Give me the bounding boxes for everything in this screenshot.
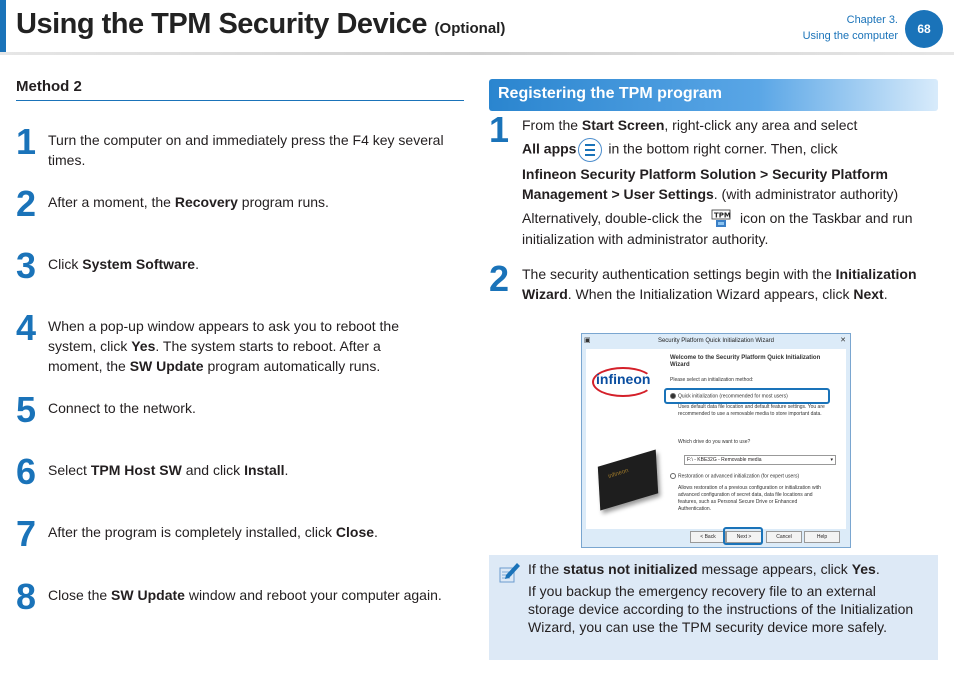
method-divider: [16, 100, 464, 101]
method-title: Method 2: [16, 78, 82, 95]
wizard-heading: Welcome to the Security Platform Quick Initialization Wizard: [670, 355, 821, 368]
right-step-2-text: The security authentication settings begin with the Initialization Wizard. When the Initialization Wizard appears, click Next.: [522, 266, 917, 302]
wizard-cancel-button[interactable]: Cancel: [766, 531, 802, 543]
all-apps-icon: [578, 138, 602, 162]
step-text: Connect to the network.: [48, 400, 196, 416]
step-number: 4: [16, 307, 37, 348]
wizard-drive-select[interactable]: F:\ - KBE32G - Removable media ▾: [684, 455, 836, 465]
section-header: [489, 79, 938, 111]
step-text: After a moment, the Recovery program runs.: [48, 194, 329, 210]
step-number: 6: [16, 451, 37, 492]
chapter-name: Using the computer: [802, 30, 898, 42]
step-number: 1: [16, 121, 37, 162]
quick-init-highlight: [664, 388, 830, 404]
wizard-next-button[interactable]: Next >: [726, 531, 762, 543]
tpm-chip-image: [598, 449, 658, 510]
section-title: Registering the TPM program: [498, 85, 723, 102]
wizard-option-advanced-desc: Allows restoration of a previous configuration or initialization with advanced configuration of secret data, data file locations and features, such as Personal Secure Drive or Enhanced Authentication.: [678, 485, 821, 512]
step-text: Click System Software.: [48, 256, 199, 272]
header-divider: [0, 52, 954, 55]
right-step-1-line-4: Alternatively, double-click the TPM icon on the Taskbar and run initialization with administrator authority.: [522, 210, 913, 248]
wizard-app-icon: ▣: [584, 337, 591, 344]
step-text: Turn the computer on and immediately press the F4 key several times.: [48, 132, 444, 168]
wizard-option-quick[interactable]: Quick initialization (recommended for most users): [670, 393, 830, 400]
chip-label: infineon: [607, 467, 630, 481]
wizard-option-quick-desc: Uses default data file location and default feature settings. You are recommended to use a removable media to store important data.: [678, 404, 825, 417]
step-number: 8: [16, 576, 37, 617]
step-number: 2: [16, 183, 37, 224]
next-button-highlight: [723, 527, 763, 545]
wizard-prompt: Please select an initialization method:: [670, 377, 754, 383]
step-number: 3: [16, 245, 37, 286]
step-number: 5: [16, 389, 37, 430]
right-step-2-number: 2: [489, 258, 510, 299]
note-line-2: If you backup the emergency recovery file to an external storage device according to the instructions of the Initialization Wizard, you can use the TPM security device more safely.: [528, 583, 914, 635]
step-number: 7: [16, 513, 37, 554]
step-text: After the program is completely installed, click Close.: [48, 524, 378, 540]
wizard-body: [586, 349, 846, 529]
page-title: [16, 8, 505, 41]
header-accent-bar: [0, 0, 6, 52]
chapter-number: Chapter 3.: [846, 14, 898, 26]
step-text: When a pop-up window appears to ask you to reboot the system, click Yes. The system starts to reboot. After a moment, the SW Update program automatically runs.: [48, 318, 399, 374]
wizard-help-button[interactable]: Help: [804, 531, 840, 543]
right-step-1-line-1: From the Start Screen, right-click any area and select: [522, 117, 858, 133]
tpm-taskbar-icon: [710, 209, 732, 229]
note-line-1: If the status not initialized message appears, click Yes.: [528, 561, 880, 577]
step-text: Close the SW Update window and reboot your computer again.: [48, 587, 442, 603]
svg-text:TPM: TPM: [714, 211, 732, 220]
step-text: Select TPM Host SW and click Install.: [48, 462, 289, 478]
right-step-1-number: 1: [489, 109, 510, 150]
page-title-suffix: (Optional): [434, 20, 506, 37]
wizard-back-button[interactable]: < Back: [690, 531, 726, 543]
infineon-logo: infineon: [596, 371, 651, 387]
initialization-wizard-screenshot: [581, 333, 851, 548]
page-number-badge: 68: [905, 10, 943, 48]
right-step-1-line-2: All apps in the bottom right corner. Then, click: [522, 138, 942, 162]
wizard-option-advanced[interactable]: Restoration or advanced initialization (for expert users): [670, 473, 830, 480]
note-pencil-icon: [497, 560, 521, 584]
wizard-window-title: Security Platform Quick Initialization Wizard: [657, 338, 775, 344]
chapter-label: [803, 12, 898, 44]
wizard-drive-prompt: Which drive do you want to use?: [678, 439, 751, 445]
right-step-1-line-3: Infineon Security Platform Solution > Security Platform Management > User Settings. (with administrator authority): [522, 166, 899, 202]
page-title-text: Using the TPM Security Device: [16, 8, 427, 40]
wizard-close-icon: ✕: [840, 337, 846, 344]
